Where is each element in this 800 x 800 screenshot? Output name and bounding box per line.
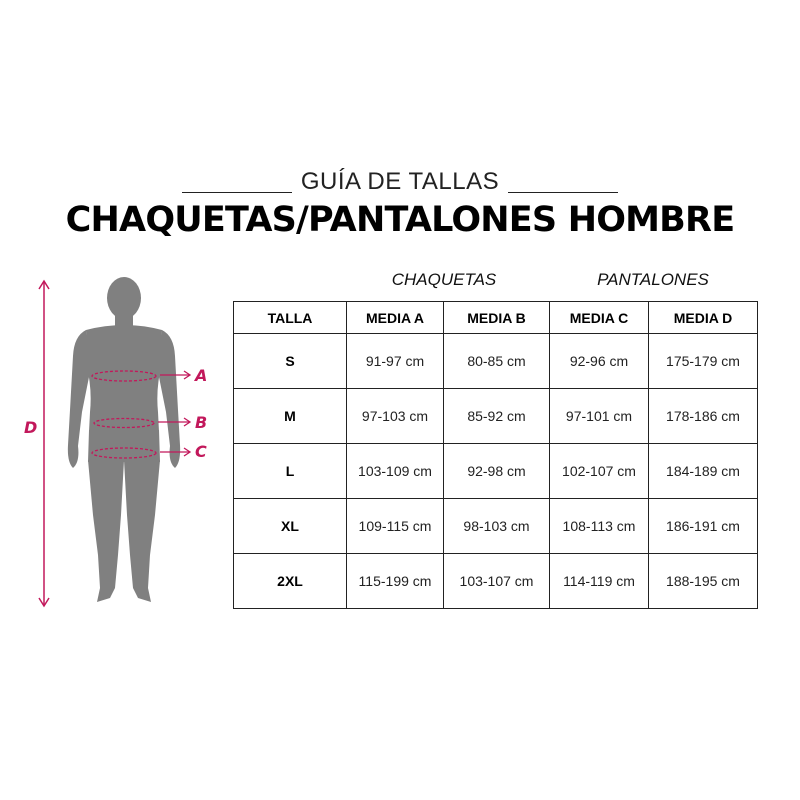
column-header-media-b: MEDIA B [444,302,550,334]
size-cell: S [234,334,347,389]
label-a: A [195,366,208,385]
table-cell: 103-109 cm [347,444,444,499]
table-cell: 97-101 cm [550,389,649,444]
table-header-row [234,302,758,334]
table-cell: 114-119 cm [550,554,649,609]
size-cell: 2XL [234,554,347,609]
size-cell: XL [234,499,347,554]
table-row [234,389,758,444]
group-label-pants: PANTALONES [597,270,709,289]
table-cell: 98-103 cm [444,499,550,554]
table-cell: 85-92 cm [444,389,550,444]
table-cell: 175-179 cm [649,334,758,389]
table-cell: 108-113 cm [550,499,649,554]
column-header-media-d: MEDIA D [649,302,758,334]
table-cell: 97-103 cm [347,389,444,444]
table-row [234,334,758,389]
table-cell: 91-97 cm [347,334,444,389]
label-c: C [195,442,207,461]
size-table [233,301,758,609]
column-header-media-c: MEDIA C [550,302,649,334]
table-row [234,444,758,499]
page-title: CHAQUETAS/PANTALONES HOMBRE [65,200,735,240]
subtitle: GUÍA DE TALLAS [300,168,500,195]
size-cell: M [234,389,347,444]
table-cell: 109-115 cm [347,499,444,554]
body-measurement-figure [0,270,230,620]
table-cell: 188-195 cm [649,554,758,609]
body-silhouette [68,277,180,602]
table-cell: 102-107 cm [550,444,649,499]
column-header-size: TALLA [234,302,347,334]
table-cell: 184-189 cm [649,444,758,499]
label-d: D [24,418,38,437]
group-label-jackets: CHAQUETAS [391,270,497,289]
table-cell: 178-186 cm [649,389,758,444]
table-row [234,499,758,554]
table-cell: 103-107 cm [444,554,550,609]
subtitle-rule-right [508,192,618,193]
table-cell: 92-98 cm [444,444,550,499]
table-cell: 115-199 cm [347,554,444,609]
table-cell: 92-96 cm [550,334,649,389]
table-row [234,554,758,609]
label-b: B [195,413,208,432]
size-cell: L [234,444,347,499]
table-cell: 186-191 cm [649,499,758,554]
table-cell: 80-85 cm [444,334,550,389]
column-header-media-a: MEDIA A [347,302,444,334]
subtitle-rule-left [182,192,292,193]
subtitle-row [0,168,800,198]
